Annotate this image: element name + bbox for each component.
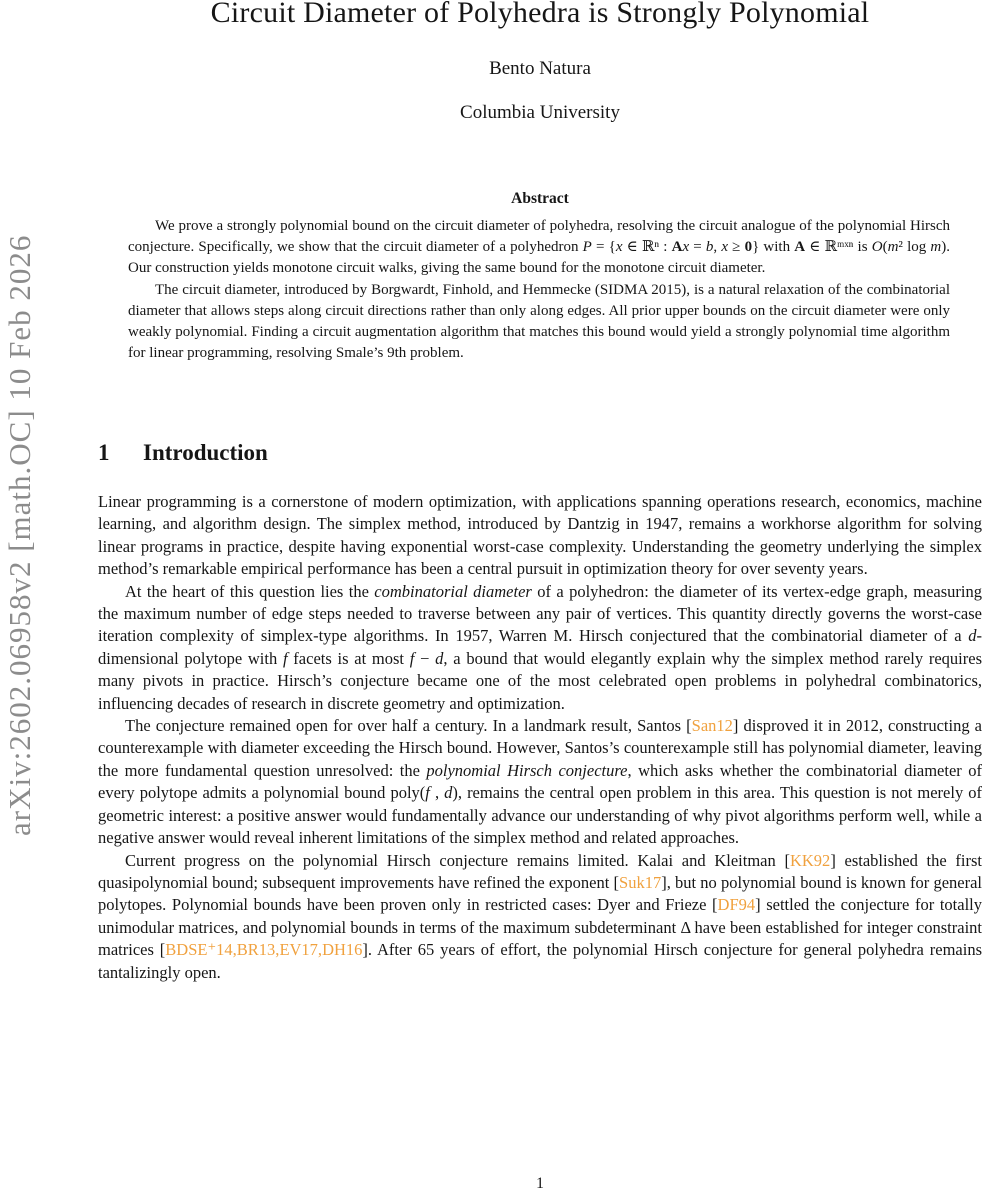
page-title: Circuit Diameter of Polyhedra is Strongly Polynomial	[210, 0, 870, 29]
citation-link[interactable]: EV17,	[279, 940, 323, 960]
text-run: m	[930, 239, 942, 256]
citation-link[interactable]: DH16	[322, 940, 363, 960]
paragraph	[98, 491, 982, 581]
text-run: ]. After 65 years of effort, the polynomial Hirsch conjecture for general polyhedra remains tantalizingly open.	[98, 940, 982, 982]
section-heading	[98, 440, 268, 466]
abstract-heading: Abstract	[511, 190, 569, 207]
citation-link[interactable]: BDSE⁺14,	[165, 940, 237, 960]
text-run: of a polyhedron: the diameter of its vertex-edge graph, measuring the maximum number of edge steps needed to traverse between any pair of vertices. This quantity directly governs the worst-case iteration complexity of simplex-type algorithms. In 1957, Warren M. Hirsch conjectured that the combinatorial diameter of a	[98, 581, 982, 646]
citation-link[interactable]: San12	[691, 716, 733, 736]
text-run: combinatorial diameter	[374, 581, 532, 601]
text-run: m	[887, 239, 899, 256]
citation-link[interactable]: Suk17	[619, 872, 662, 892]
text-run: ∈ ℝᵐˣⁿ is	[805, 239, 872, 256]
text-run: The conjecture remained open for over half a century. In a landmark result, Santos [	[125, 716, 692, 736]
text-run: ), remains the central open problem in this area. This question is not merely of geometric interest: a positive answer would fundamentally advance our understanding of why pivot algorithms perform well, while a negative answer would reveal inherent limitations of the simplex method and related approaches.	[98, 783, 982, 848]
text-run: facets is at most	[287, 648, 410, 668]
text-run: ] established the first quasipolynomial bound; subsequent improvements have refined the exponent [	[98, 850, 982, 892]
text-run: b	[705, 239, 714, 256]
section-number: 1	[98, 440, 110, 465]
text-run: } with	[752, 239, 795, 256]
citation-link[interactable]: BR13,	[236, 940, 280, 960]
paragraph	[98, 581, 982, 715]
text-run: We prove a strongly polynomial bound on the circuit diameter of polyhedra, resolving the circuit analogue of the polynomial Hirsch conjecture. Specifically, we show that the circuit diameter of a polyhedron	[128, 218, 950, 256]
text-run: ] settled the conjecture for totally unimodular matrices, and polynomial bounds in terms of the maximum subdeterminant Δ have been established for integer constraint matrices [	[98, 895, 982, 960]
abstract-body	[128, 216, 950, 364]
text-run: f	[425, 783, 430, 803]
text-run: ). Our construction yields monotone circuit walks, giving the same bound for the monotone circuit diameter.	[128, 239, 951, 277]
text-run: d	[435, 648, 444, 668]
text-run: ] disproved it in 2012, constructing a counterexample with diameter exceeding the Hirsch bound. However, Santos’s counterexample still has polynomial diameter, leaving the more fundamental question unresolved: the	[98, 716, 982, 780]
text-run: A	[794, 239, 806, 256]
text-run: x	[615, 239, 623, 256]
text-run: ≥	[728, 239, 745, 256]
text-run: At the heart of this question lies the	[125, 581, 375, 601]
paragraph	[128, 280, 950, 365]
text-run: ² log	[898, 239, 931, 256]
page-number: 1	[536, 1175, 544, 1192]
paper-content	[98, 0, 982, 1200]
paragraph	[98, 850, 982, 984]
introduction-body	[98, 491, 982, 984]
text-run: ,	[429, 783, 445, 803]
text-run: x	[721, 239, 728, 256]
text-run: = {	[591, 239, 616, 256]
text-run: polynomial Hirsch conjecture	[426, 760, 628, 780]
text-run: O	[871, 239, 883, 256]
citation-link[interactable]: DF94	[717, 895, 756, 915]
arxiv-watermark: arXiv:2602.06958v2 [math.OC] 10 Feb 2026	[2, 234, 37, 836]
text-run: d	[444, 783, 453, 803]
text-run: ∈ ℝⁿ :	[622, 239, 672, 256]
author-affiliation: Columbia University	[460, 102, 620, 123]
text-run: Linear programming is a cornerstone of modern optimization, with applications spanning operations research, economics, machine learning, and algorithm design. The simplex method, introduced by Dantzig in 1947, remains a workhorse algorithm for solving linear programs in practice, despite having exponential worst-case complexity. Understanding the geometry underlying the simplex method’s remarkable empirical performance has been a central pursuit in optimization theory for over seventy years.	[98, 492, 982, 579]
text-run: , a bound that would elegantly explain why the simplex method rarely requires many pivots in practice. Hirsch’s conjecture became one of the most celebrated open problems in polyhedral combinatorics, influencing decades of research in discrete geometry and optimization.	[98, 648, 982, 713]
paragraph	[128, 216, 950, 280]
text-run: f	[282, 648, 288, 668]
text-run: ], but no polynomial bound is known for general polytopes. Polynomial bounds have been proven only in restricted cases: Dyer and Frieze [	[98, 872, 982, 915]
citation-link[interactable]: KK92	[789, 850, 831, 870]
paragraph	[98, 715, 982, 849]
text-run: ,	[713, 239, 722, 256]
text-run: =	[689, 239, 706, 256]
author-name: Bento Natura	[489, 58, 591, 79]
text-run: , which asks whether the combinatorial diameter of every polytope admits a polynomial bound poly(	[98, 760, 982, 803]
text-run: f	[409, 648, 415, 668]
section-title: Introduction	[143, 440, 268, 465]
text-run: d	[968, 626, 977, 646]
text-run: The circuit diameter, introduced by Borgwardt, Finhold, and Hemmecke (SIDMA 2015), is a natural relaxation of the combinatorial diameter that allows steps along circuit directions rather than only along edges. All prior upper bounds on the circuit diameter were only weakly polynomial. Finding a circuit augmentation algorithm that matches this bound would yield a strongly polynomial time algorithm for linear programming, resolving Smale’s 9th problem.	[128, 281, 950, 362]
text-run: −	[414, 648, 436, 668]
text-run: x	[682, 239, 690, 256]
text-run: A	[671, 239, 683, 256]
text-run: -dimensional polytope with	[98, 626, 982, 668]
text-run: P	[582, 239, 592, 256]
text-run: Current progress on the polynomial Hirsch conjecture remains limited. Kalai and Kleitman [	[125, 850, 790, 870]
text-run: (	[882, 239, 888, 256]
text-run: 0	[744, 239, 753, 256]
